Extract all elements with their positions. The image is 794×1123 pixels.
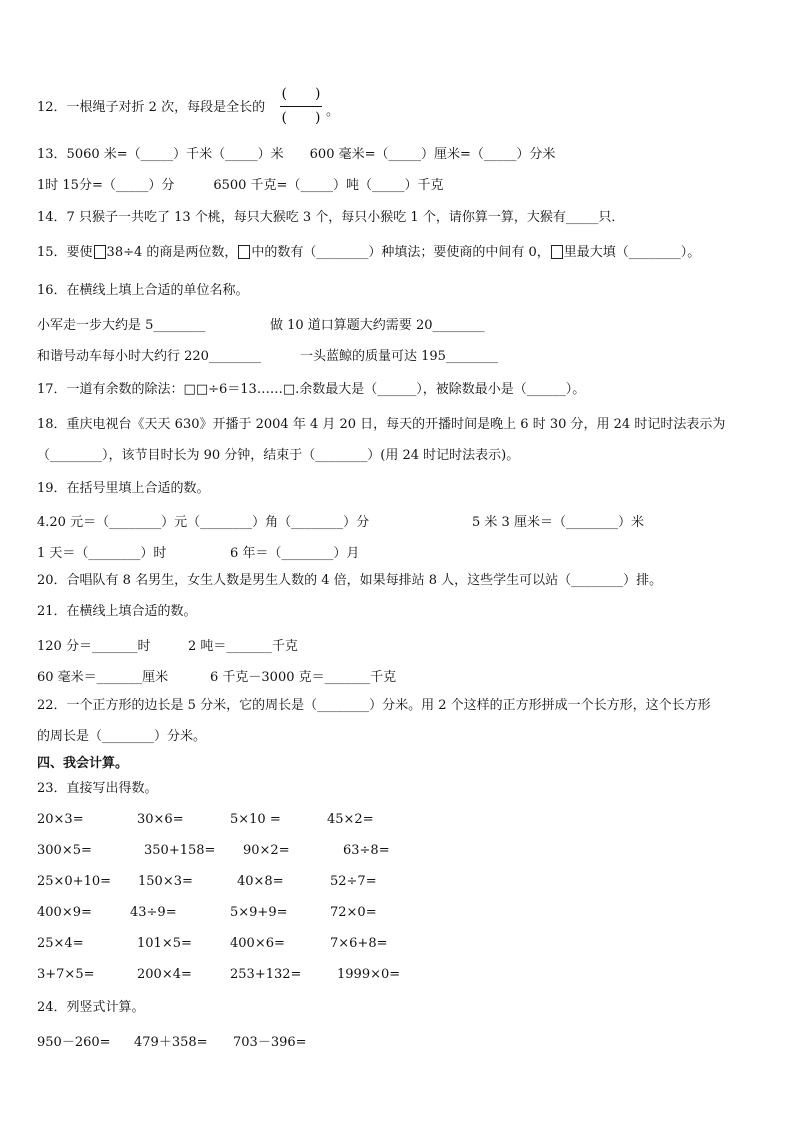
- q19-item-2: 5 米 3 厘米＝（________）米: [472, 515, 644, 530]
- q22-line2: 的周长是（________）分米。: [37, 729, 207, 744]
- calc-item: 30×6=: [137, 812, 184, 827]
- calc-item: 40×8=: [237, 874, 284, 889]
- calc-item: 5×9+9=: [230, 905, 288, 920]
- calc-item: 1999×0=: [337, 967, 401, 982]
- calc-item: 5×10 =: [230, 812, 281, 827]
- vertical-calc-item: 950－260=: [37, 1035, 111, 1050]
- calc-item: 150×3=: [138, 874, 193, 889]
- calc-item: 25×4=: [37, 936, 84, 951]
- q13-line1: 13．5060 米=（_____）千米（_____）米 600 毫米=（_____）厘米=（_____）分米: [37, 147, 556, 162]
- blank-box[interactable]: [551, 245, 563, 259]
- q15-part-b: 38÷4 的商是两位数，: [106, 245, 238, 260]
- q16-item-4: 一头蓝鲸的质量可达 195________: [300, 349, 498, 364]
- q21-item-2: 2 吨＝_______千克: [188, 639, 298, 654]
- calc-item: 63÷8=: [343, 843, 390, 858]
- vertical-calc-item: 479＋358=: [134, 1035, 208, 1050]
- q17: 17．一道有余数的除法：□□÷6＝13……□.余数最大是（______），被除数最小是（______）。: [37, 382, 586, 397]
- calc-item: 400×6=: [230, 936, 285, 951]
- q15: [37, 245, 700, 261]
- q12-stem: 12．一根绳子对折 2 次，每段是全长的: [37, 100, 266, 115]
- calc-item: 200×4=: [137, 967, 192, 982]
- q16-item-3: 和谐号动车每小时大约行 220________: [37, 349, 261, 364]
- q21-item-3: 60 毫米＝_______厘米: [37, 670, 169, 685]
- q18-line2: （________），该节目时长为 90 分钟，结束于（________）(用 24 时记时法表示)。: [37, 448, 520, 463]
- q15-part-d: 里最大填（________）。: [563, 245, 701, 260]
- q12-text: [37, 100, 265, 116]
- q24-title: 24．列竖式计算。: [37, 1000, 145, 1015]
- fraction-bar: [280, 106, 322, 107]
- q19-item-4: 6 年＝（________）月: [230, 546, 360, 561]
- calc-item: 101×5=: [137, 936, 192, 951]
- q12-numerator[interactable]: ( ): [281, 86, 321, 102]
- q12-end: 。: [326, 104, 340, 119]
- calc-item: 3+7×5=: [37, 967, 95, 982]
- q18-line1: 18．重庆电视台《天天 630》开播于 2004 年 4 月 20 日，每天的开播时间是晚上 6 时 30 分，用 24 时记时法表示为: [37, 417, 726, 432]
- q12-fraction: [278, 86, 324, 128]
- calc-item: 20×3=: [37, 812, 84, 827]
- calc-item: 350+158=: [144, 843, 216, 858]
- q21-item-1: 120 分＝_______时: [37, 639, 151, 654]
- calc-item: 253+132=: [230, 967, 302, 982]
- calc-item: 400×9=: [37, 905, 92, 920]
- calc-item: 43÷9=: [130, 905, 177, 920]
- vertical-calc-item: 703－396=: [233, 1035, 307, 1050]
- q12-denominator[interactable]: ( ): [281, 110, 321, 126]
- q22-line1: 22．一个正方形的边长是 5 分米，它的周长是（________）分米。用 2 个这样的正方形拼成一个长方形，这个长方形: [37, 698, 711, 713]
- q20: 20．合唱队有 8 名男生，女生人数是男生人数的 4 倍，如果每排站 8 人，这些学生可以站（________）排。: [37, 573, 663, 588]
- q19-item-3: 1 天＝（________）时: [37, 546, 167, 561]
- q21-item-4: 6 千克－3000 克＝_______千克: [210, 670, 397, 685]
- q14: 14．7 只猴子一共吃了 13 个桃，每只大猴吃 3 个，每只小猴吃 1 个，请你算一算，大猴有_____只．: [37, 210, 625, 225]
- blank-box[interactable]: [94, 245, 106, 259]
- q19-title: 19．在括号里填上合适的数。: [37, 481, 210, 496]
- blank-box[interactable]: [238, 245, 250, 259]
- q16-item-2: 做 10 道口算题大约需要 20________: [270, 318, 485, 333]
- calc-item: 72×0=: [330, 905, 377, 920]
- q23-title: 23．直接写出得数。: [37, 781, 158, 796]
- calc-item: 25×0+10=: [37, 874, 112, 889]
- q21-title: 21．在横线上填合适的数。: [37, 604, 197, 619]
- section-heading: 四、我会计算。: [37, 756, 129, 771]
- calc-item: 300×5=: [37, 843, 92, 858]
- calc-item: 90×2=: [243, 843, 290, 858]
- q19-item-1: 4.20 元＝（________）元（________）角（________）分: [37, 515, 370, 530]
- q15-part-a: 15．要使: [37, 245, 93, 260]
- calc-item: 52÷7=: [330, 874, 377, 889]
- q16-item-1: 小军走一步大约是 5________: [37, 318, 206, 333]
- q15-part-c: 中的数有（________）种填法；要使商的中间有 0，: [251, 245, 550, 260]
- calc-item: 45×2=: [327, 812, 374, 827]
- calc-item: 7×6+8=: [330, 936, 388, 951]
- q13-line2: 1时 15分=（_____）分 6500 千克=（_____）吨（_____）千克: [37, 178, 444, 193]
- q16-title: 16．在横线上填上合适的单位名称。: [37, 283, 249, 298]
